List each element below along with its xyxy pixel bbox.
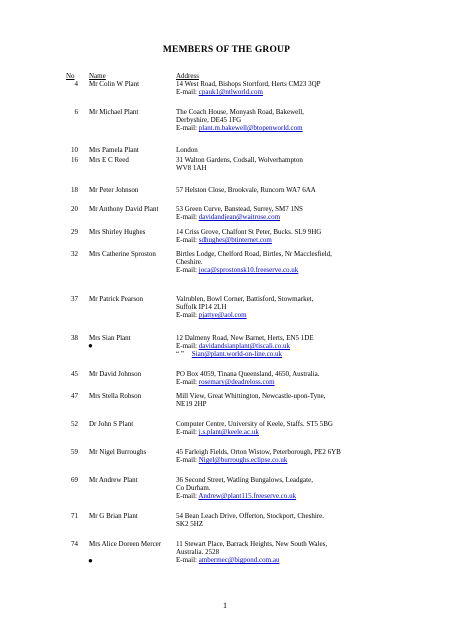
column-header-name: Name: [89, 72, 106, 80]
email-link[interactable]: davidandsianplant@tiscali.co.uk: [198, 342, 290, 351]
address-line: Computer Centre, University of Keele, Staffs. ST5 5BG: [176, 420, 333, 428]
address-line: Co Durham.: [176, 484, 211, 493]
email-link[interactable]: sdhughes@btinternet.com: [198, 236, 272, 245]
email-label: E-mail:: [176, 428, 197, 437]
member-number: 59: [71, 448, 78, 456]
member-name: Mrs Sian Plant: [89, 334, 131, 342]
member-name: Mrs Alice Doreen Mercer: [89, 540, 162, 548]
email-label: E-mail:: [176, 124, 197, 133]
member-name: Mrs Pamela Plant: [89, 146, 139, 154]
page-number: 1: [223, 601, 227, 610]
member-number: 4: [74, 80, 78, 88]
email-line: [176, 266, 332, 274]
email-line: [176, 492, 313, 500]
member-address: [176, 205, 303, 221]
address-line: 36 Second Street, Watling Bungalows, Leadgate,: [176, 476, 313, 484]
address-line: Derbyshire, DE45 1FG: [176, 116, 242, 125]
member-address: [176, 370, 320, 386]
member-name: Mrs Shirley Hughes: [89, 228, 146, 236]
address-line: 53 Green Curve, Banstead, Surrey, SM7 1NS: [176, 205, 303, 213]
column-header-address: Address: [176, 72, 199, 80]
email-link[interactable]: Nigel@burroughs.eclipse.co.uk: [198, 456, 288, 465]
member-address: [176, 228, 321, 244]
bullet-icon: ●: [88, 341, 93, 351]
member-name: Mr Anthony David Plant: [89, 205, 159, 213]
address-line: NE19 2HP: [176, 400, 207, 409]
address-line: 12 Dalmeny Road, New Barnet, Herts, EN5 1DE: [176, 334, 314, 342]
address-line: 45 Farleigh Fields, Orton Wistow, Peterborough, PE2 6YB: [176, 448, 341, 456]
email-label: E-mail:: [176, 311, 197, 320]
email-label: E-mail:: [176, 236, 197, 245]
email-line: [176, 311, 313, 319]
member-number: 47: [71, 392, 78, 400]
email-link[interactable]: Sian@plant.world-on-line.co.uk: [191, 350, 282, 359]
address-line: 11 Stewart Place, Barrack Heights, New South Wales,: [176, 540, 328, 548]
member-address: [176, 108, 304, 133]
email-label: E-mail:: [176, 342, 197, 351]
address-line: SK2 5HZ: [176, 520, 204, 529]
member-address: [176, 476, 313, 501]
email-line: [176, 456, 341, 464]
email-label: E-mail:: [176, 266, 197, 275]
address-line: Australia. 2528: [176, 548, 220, 557]
email-line-secondary: [176, 350, 314, 358]
email-line: [176, 428, 333, 436]
member-name: Mrs E C Reed: [89, 156, 129, 164]
member-name: Mrs Stella Robson: [89, 392, 142, 400]
member-number: 52: [71, 420, 78, 428]
address-line: Mill View, Great Whittington, Newcastle-upon-Tyne,: [176, 392, 326, 400]
email-label: E-mail:: [176, 456, 197, 465]
email-label: E-mail:: [176, 213, 197, 222]
member-number: 32: [71, 250, 78, 258]
member-address: [176, 186, 316, 194]
address-line: 57 Helston Close, Brookvale, Runcorn WA7 6AA: [176, 186, 316, 194]
page-title: MEMBERS OF THE GROUP: [162, 45, 291, 55]
email-label: E-mail:: [176, 378, 197, 387]
member-address: [176, 295, 313, 320]
ditto-mark: “ ”: [176, 350, 184, 359]
member-name: Dr John S Plant: [89, 420, 134, 428]
member-name: Mr Peter Johnson: [89, 186, 139, 194]
email-line: [176, 124, 304, 132]
member-address: [176, 156, 303, 172]
member-name: Mr Nigel Burroughs: [89, 448, 147, 456]
member-number: 10: [71, 146, 78, 154]
member-address: [176, 448, 341, 464]
member-number: 38: [71, 334, 78, 342]
address-line: Suffolk IP14 2LH: [176, 303, 227, 312]
member-name: Mrs Catherine Sproston: [89, 250, 156, 258]
address-line: 14 Criss Grove, Chalfont St Peter, Bucks. SL9 9HG: [176, 228, 322, 236]
member-number: 16: [71, 156, 78, 164]
member-name: Mr Andrew Plant: [89, 476, 138, 484]
email-label: E-mail:: [176, 492, 197, 501]
member-name: Mr G Brian Plant: [89, 512, 138, 520]
email-link[interactable]: pjattye@aol.com: [198, 311, 247, 320]
email-link[interactable]: cpauk1@ntlworld.com: [198, 88, 263, 97]
email-link[interactable]: davidandjean@waitrose.com: [198, 213, 281, 222]
address-line: Valrublen, Bowl Corner, Battisford, Stowmarket,: [176, 295, 314, 303]
member-number: 6: [74, 108, 78, 116]
member-number: 20: [71, 205, 78, 213]
member-name: Mr Colin W Plant: [89, 80, 140, 88]
member-number: 45: [71, 370, 78, 378]
member-number: 71: [71, 512, 78, 520]
member-name: Mr Patrick Pearson: [89, 295, 144, 303]
member-name: Mr David Johnson: [89, 370, 142, 378]
email-link[interactable]: plant.m.bakewell@btopenworld.com: [198, 124, 303, 133]
email-label: E-mail:: [176, 88, 197, 97]
email-line: [176, 342, 314, 350]
address-line: The Coach House, Monyash Road, Bakewell,: [176, 108, 304, 116]
email-line: [176, 88, 321, 96]
column-header-no: No: [66, 72, 75, 80]
address-line: Cheshire.: [176, 258, 203, 267]
email-line: [176, 378, 320, 386]
member-number: 69: [71, 476, 78, 484]
email-link[interactable]: rosemary@deadreloss.com: [198, 378, 275, 387]
email-line: [176, 213, 303, 221]
address-line: 14 West Road, Bishops Stortford, Herts CM23 3QP: [176, 80, 321, 88]
email-link[interactable]: Andrew@plant115.freeserve.co.uk: [198, 492, 297, 501]
member-number: 18: [71, 186, 78, 194]
address-line: WV8 1AH: [176, 164, 207, 173]
member-address: [176, 146, 198, 154]
email-link[interactable]: joca@sprostonsk10.freeserve.co.uk: [198, 266, 299, 275]
address-line: 54 Bean Leach Drive, Offerton, Stockport, Cheshire.: [176, 512, 324, 520]
member-number: 29: [71, 228, 78, 236]
member-address: [176, 80, 321, 96]
email-link[interactable]: ambermec@bigpond.com.au: [198, 556, 280, 565]
bullet-icon: ●: [88, 555, 93, 565]
member-number: 74: [71, 540, 78, 548]
member-address: [176, 512, 324, 528]
member-address: [176, 420, 333, 436]
member-number: 37: [71, 295, 78, 303]
address-line: London: [176, 146, 198, 154]
member-address: [176, 250, 332, 275]
member-address: [176, 392, 325, 408]
email-line: [176, 236, 321, 244]
address-line: PO Box 4059, Tinana Queensland, 4650, Australia.: [176, 370, 320, 378]
member-name: Mr Michael Plant: [89, 108, 139, 116]
email-label: E-mail:: [176, 556, 197, 565]
address-line: 31 Walton Gardens, Codsall, Wolverhampton: [176, 156, 303, 164]
member-address: [176, 540, 327, 565]
address-line: Birtles Lodge, Chelford Road, Birtles, Nr Macclesfield,: [176, 250, 332, 258]
email-line: [176, 556, 327, 564]
member-address: [176, 334, 314, 359]
email-link[interactable]: j.s.plant@keele.ac.uk: [198, 428, 259, 437]
